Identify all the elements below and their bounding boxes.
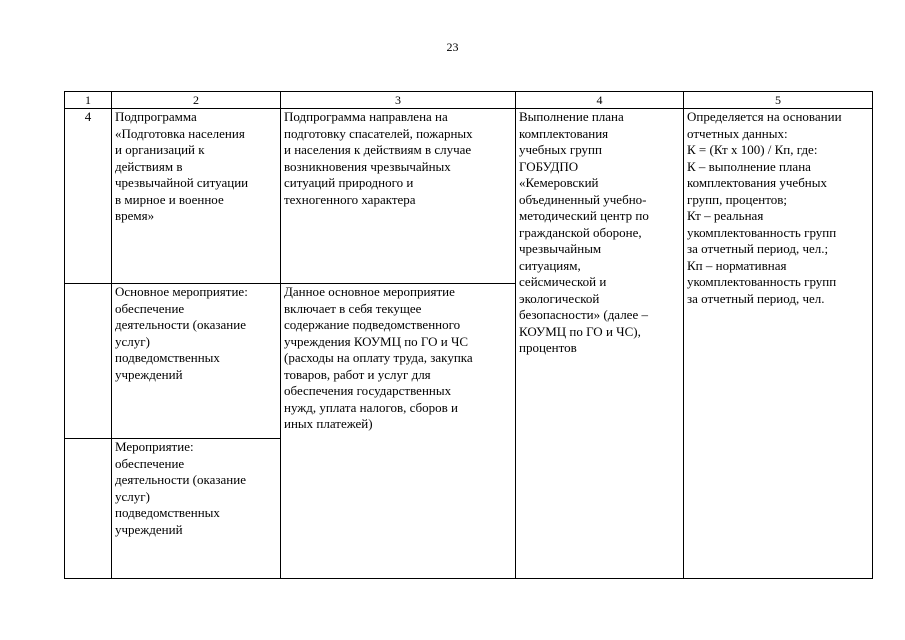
indicators-table [64,91,873,579]
main-event-description: Данное основное мероприятие включает в себя текущее содержание подведомственного учреждения КОУМЦ по ГО и ЧС (расходы на оплату труда, закупка товаров, работ и услуг для обеспечения государственных нужд, уплата налогов, сборов и иных платежей) [281,284,516,579]
main-event-name: Основное мероприятие: обеспечение деятельности (оказание услуг) подведомственных учреждений [112,284,281,439]
calculation-method: Определяется на основании отчетных данных: К = (Кт х 100) / Кп, где: К – выполнение плана комплектования учебных групп, процентов; Кт – реальная укомплектованность групп за отчетный период, чел.; Кп – нормативная укомплектованность групп за отчетный период, чел. [684,109,873,579]
indicator-name: Выполнение плана комплектования учебных групп ГОБУДПО «Кемеровский объединенный учебно- методический центр по гражданской обороне, чрезвычайным ситуациям, сейсмической и экологической безопасности» (далее – КОУМЦ по ГО и ЧС), процентов [516,109,684,579]
event-name: Мероприятие: обеспечение деятельности (оказание услуг) подведомственных учреждений [112,439,281,579]
table-header-row [65,92,873,109]
header-col-3: 3 [281,92,516,109]
header-col-1: 1 [65,92,112,109]
table-row-subprogram [65,109,873,284]
header-col-5: 5 [684,92,873,109]
header-col-2: 2 [112,92,281,109]
subprogram-description: Подпрограмма направлена на подготовку спасателей, пожарных и населения к действиям в случае возникновения чрезвычайных ситуаций природного и техногенного характера [281,109,516,284]
empty-number-cell [65,284,112,439]
page-number: 23 [446,40,459,54]
header-col-4: 4 [516,92,684,109]
row-number: 4 [65,109,112,284]
subprogram-name: Подпрограмма «Подготовка населения и организаций к действиям в чрезвычайной ситуации в мирное и военное время» [112,109,281,284]
empty-number-cell [65,439,112,579]
